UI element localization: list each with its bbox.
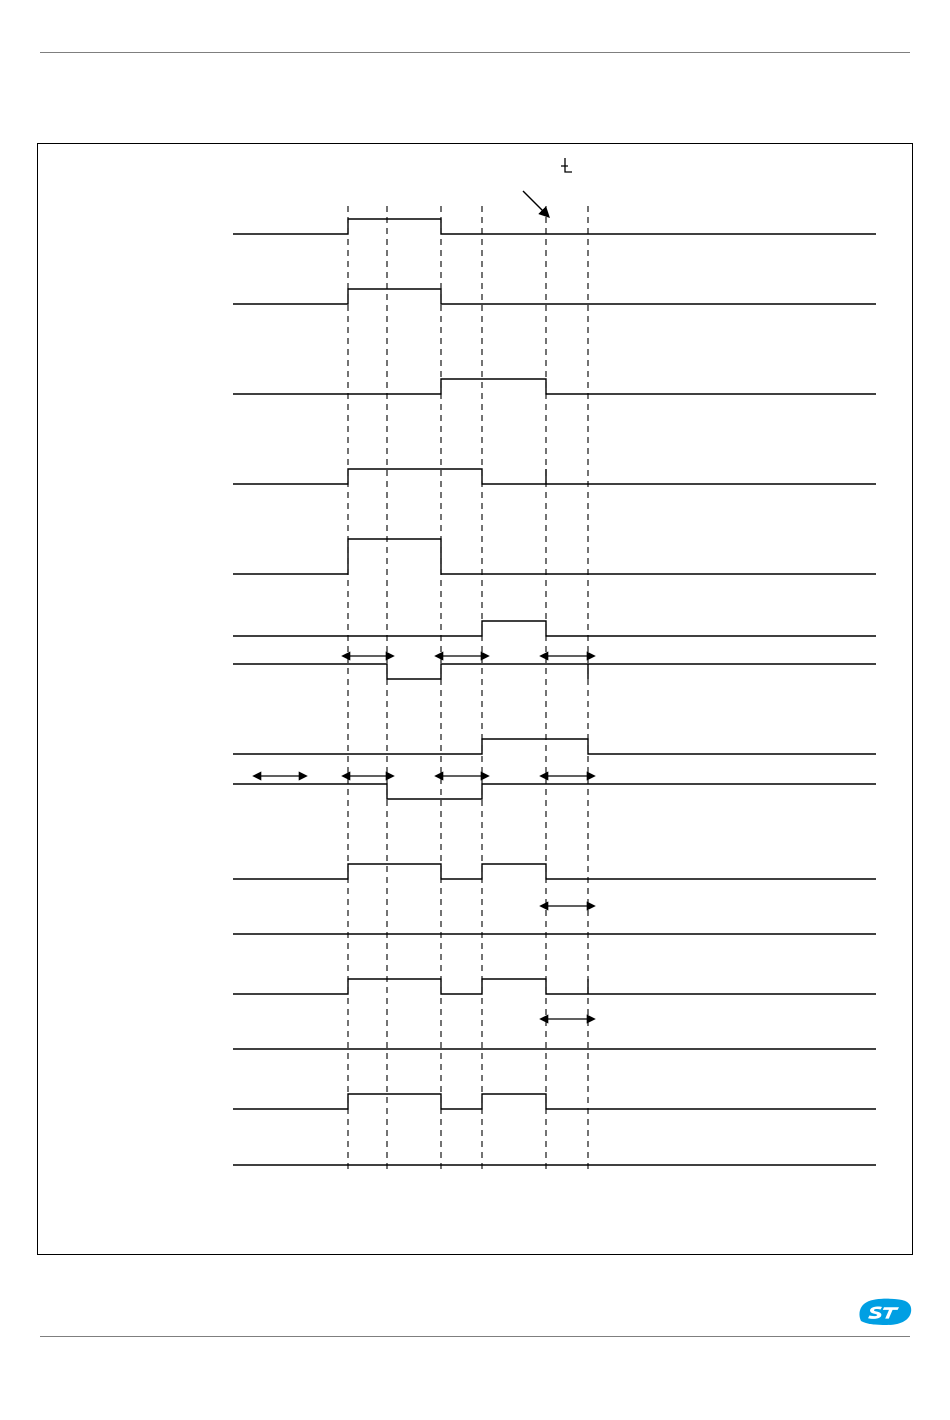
trace-signal-1 — [233, 219, 876, 234]
trace-signal-8 — [233, 739, 876, 754]
time-marker-lines — [348, 206, 588, 1169]
annotation-pointer — [523, 158, 572, 216]
trace-signal-10 — [233, 864, 876, 879]
trace-signal-9 — [233, 784, 876, 799]
trace-signal-5 — [233, 539, 876, 574]
trace-signal-14 — [233, 1094, 876, 1109]
timing-diagram — [38, 144, 914, 1256]
trace-signal-6 — [233, 621, 876, 636]
st-logo — [857, 1297, 913, 1327]
trace-signal-4 — [233, 469, 876, 484]
trace-signal-2 — [233, 289, 876, 304]
waveform-traces — [233, 219, 876, 1165]
trace-signal-12 — [233, 979, 876, 994]
trace-signal-3 — [233, 379, 876, 394]
header-rule — [40, 52, 910, 53]
trace-signal-7 — [233, 664, 876, 679]
footer-rule — [40, 1336, 910, 1337]
measurement-arrows — [260, 656, 588, 1019]
figure-frame — [37, 143, 913, 1255]
